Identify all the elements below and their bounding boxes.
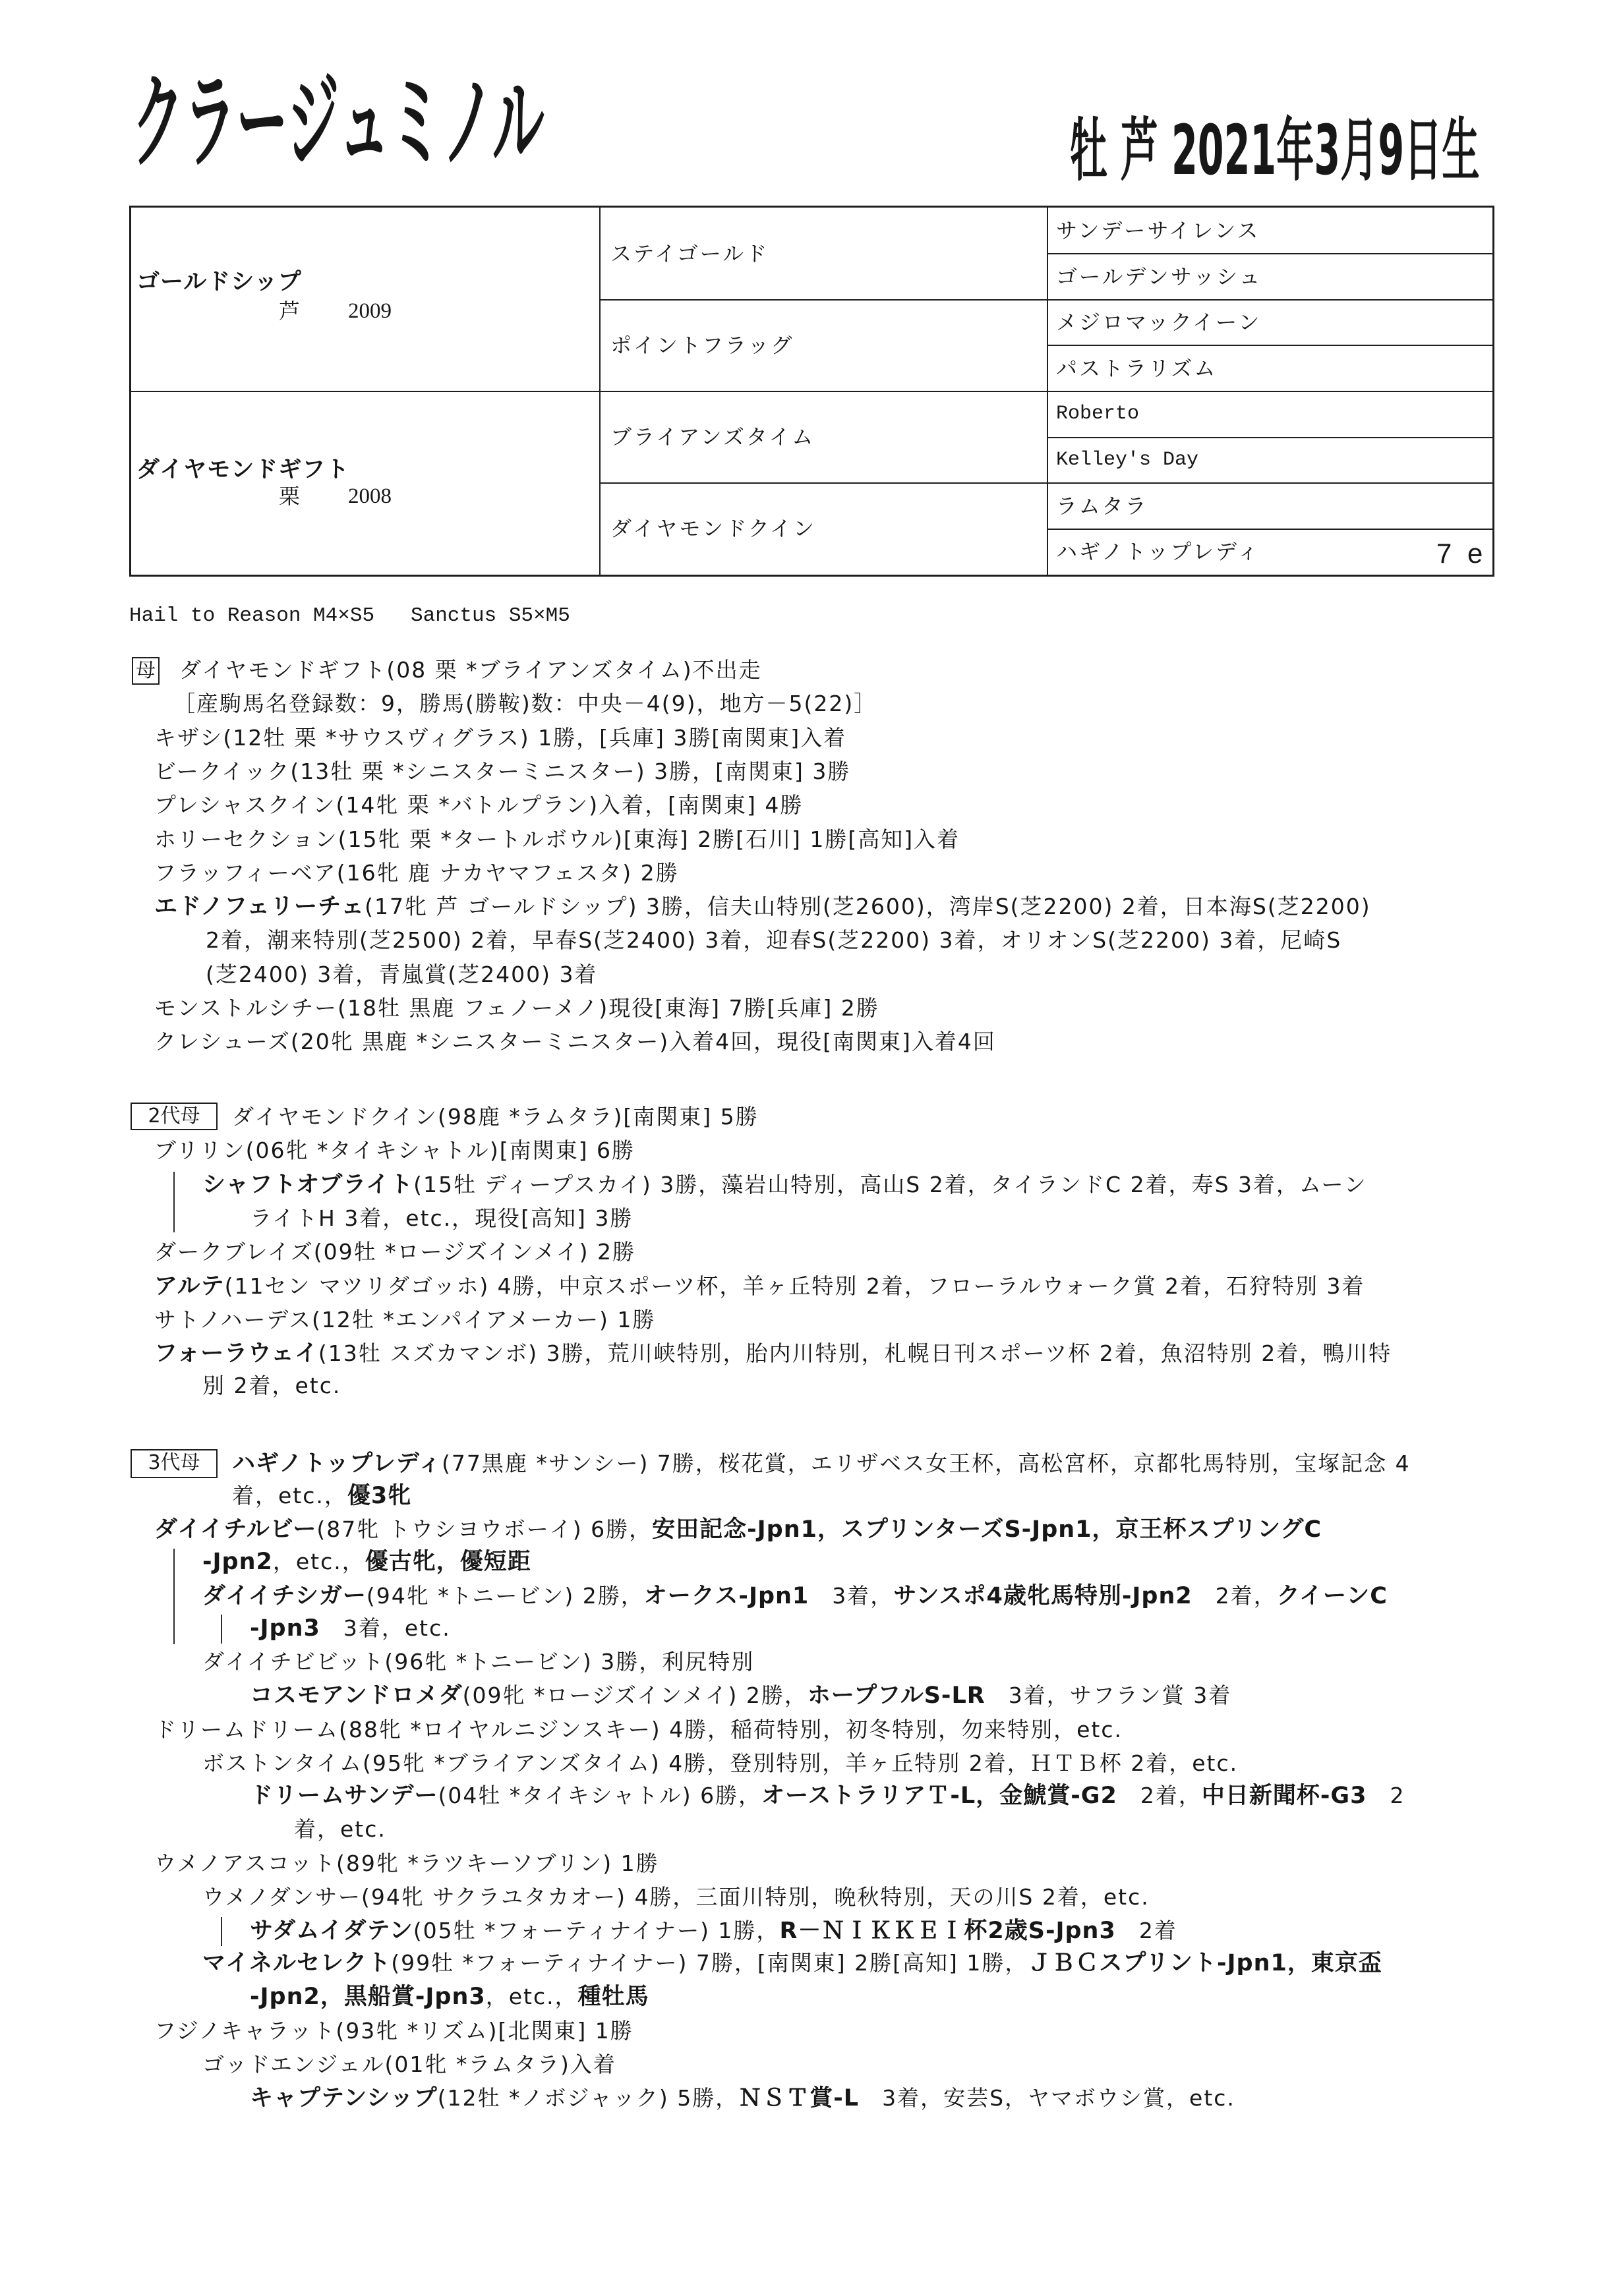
entry-name: ダイイチルビー [154,1516,317,1543]
entry-details: (09牝 *ロージズインメイ) 2勝， [462,1682,808,1708]
second-dam-summary-line [232,1101,1421,1134]
entry-details: 2着， [1117,1783,1202,1808]
gen3-ancestor: Roberto [1056,403,1140,425]
race-highlight: ＮＳＴ賞-L [738,2085,860,2111]
offspring-entry [202,1881,1421,1914]
offspring-entry [154,722,1421,755]
race-highlight: ＪＢＣスプリント-Jpn1，東京盃 [1028,1950,1382,1976]
race-highlight: ホープフルS-LR [807,1682,986,1709]
race-highlight: -Jpn2，黒船賞-Jpn3 [250,1984,486,2010]
horse-name-title: クラージュミノル [132,62,545,183]
entry-name: アルテ [154,1273,225,1300]
offspring-entry [154,1847,1421,1880]
offspring-entry [154,1134,1421,1167]
entry-details: ブリリン(06牝 *タイキシャトル)[南関東] 6勝 [154,1137,635,1163]
section-label-third-dam: 3代母 [131,1449,218,1478]
entry-details: (芝2400) 3着，青嵐賞(芝2400) 3着 [206,961,598,987]
entry-details: (77黒鹿 *サンシー) 7勝，桜花賞，エリザベス女王杯，高松宮杯，京都牝馬特別，宝塚記念 4 [442,1450,1411,1476]
sire-color: 芦 [279,299,303,324]
entry-details: ホリーセクション(15牝 栗 *タートルボウル)[東海] 2勝[石川] 1勝[高知]入着 [154,826,960,852]
offspring-entry-continued [250,1202,1421,1235]
offspring-entry-continued [250,1980,1421,2013]
entry-name: シャフトオブライト [202,1172,414,1198]
race-highlight: 種牡馬 [577,1984,649,2010]
offspring-entry [154,857,1421,890]
dam-sire: ブライアンズタイム [610,424,815,449]
race-highlight: 中日新聞杯-G3 [1201,1783,1367,1809]
entry-details: ライトH 3着，etc.，現役[高知] 3勝 [250,1205,633,1231]
entry-details: フジノキャラット(93牝 *リズム)[北関東] 1勝 [154,2018,633,2044]
entry-details: ，etc.， [485,1984,578,2009]
dam-color: 栗 [279,484,303,509]
gen3-ancestor: ハギノトップレディ [1056,539,1260,564]
entry-details: 2着， [1192,1583,1277,1609]
offspring-entry [154,1513,1421,1546]
offspring-entry [154,992,1421,1025]
entry-details: 2着，潮来特別(芝2500) 2着，早春S(芝2400) 3着，迎春S(芝2200) 3着，オリオンS(芝2200) 3着，尼崎S [206,927,1342,953]
entry-details: (87牝 トウシヨウボーイ) 6勝， [316,1516,653,1542]
entry-name: マイネルセレクト [202,1950,392,1976]
entry-details: 3着，安芸S，ヤマボウシ賞，etc. [859,2085,1235,2111]
pedigree-table [129,206,1494,577]
tree-connector [173,1549,175,1644]
offspring-entry [250,1779,1421,1812]
row-divider [131,391,1492,392]
offspring-entry [250,1679,1421,1712]
entry-name: ダイイチシガー [202,1583,367,1609]
entry-details: ダイイチビビット(96牝 *トニービン) 3勝，利尻特別 [202,1649,755,1675]
entry-name: キャプテンシップ [250,2085,438,2111]
entry-details: (99牡 *フォーティナイナー) 7勝，[南関東] 2勝[高知] 1勝， [391,1950,1028,1976]
offspring-entry-continued [294,1813,1421,1846]
race-highlight: オークス-Jpn1 [643,1583,810,1609]
row-divider [1047,253,1492,254]
entry-details: サトノハーデス(12牡 *エンパイアメーカー) 1勝 [154,1307,656,1333]
offspring-entry [154,1304,1421,1336]
dam-produce-record [173,687,1421,720]
entry-details: 着，etc.， [232,1483,347,1508]
entry-details: ビークイック(13牡 栗 *シニスターミニスター) 3勝，[南関東] 3勝 [154,759,851,784]
offspring-entry [154,789,1421,822]
race-highlight: R－ＮＩＫＫＥＩ杯2歳S-Jpn3 [779,1918,1116,1944]
entry-details: ボストンタイム(95牝 *ブライアンズタイム) 4勝，登別特別，羊ヶ丘特別 2着，ＨＴＢ杯 2着，etc. [202,1750,1239,1776]
sire-name: ゴールドシップ [136,269,302,295]
row-divider [1047,437,1492,438]
entry-details: 2着 [1115,1918,1177,1943]
inbreeding-2: Sanctus S5×M5 [411,604,570,627]
sire-dam: ポイントフラッグ [610,333,794,358]
dam-name: ダイヤモンドギフト [136,457,350,483]
offspring-entry [154,755,1421,788]
sire-year: 2009 [348,299,392,323]
offspring-entry [154,1025,1421,1058]
entry-details: ，etc.， [272,1549,365,1574]
entry-details: ダークブレイズ(09牡 *ロージズインメイ) 2勝 [154,1239,635,1265]
entry-details: (15牡 ディープスカイ) 3勝，藻岩山特別，高山S 2着，タイランドC 2着，寿S 3着，ムーン [413,1172,1367,1197]
row-divider [1047,345,1492,346]
entry-details: (13牡 スズカマンボ) 3勝，荒川峡特別，胎内川特別，札幌日刊スポーツ杯 2着，魚沼特別 2着，鴨川特 [318,1340,1392,1366]
race-highlight: -Jpn2 [202,1549,273,1575]
gen3-ancestor: パストラリズム [1056,356,1218,381]
entry-details: 3着，サフラン賞 3着 [985,1682,1232,1708]
offspring-entry [154,890,1421,923]
race-highlight: -Jpn3 [250,1615,320,1642]
entry-details: 2 [1367,1783,1405,1808]
offspring-entry [202,1168,1421,1201]
family-number: 7 e [1436,538,1487,569]
dam-dam: ダイヤモンドクイン [610,516,817,541]
entry-name: フォーラウェイ [154,1340,318,1367]
offspring-entry-continued [202,1545,1421,1578]
offspring-entry-continued [206,924,1421,957]
offspring-entry [154,1337,1421,1370]
row-divider [599,482,1492,484]
gen3-ancestor: ゴールデンサッシュ [1056,264,1262,289]
offspring-entry-continued [206,958,1421,991]
race-highlight: クイーンC [1276,1583,1388,1609]
tree-connector [221,1917,222,1946]
entry-details: (17牝 芦 ゴールドシップ) 3勝，信夫山特別(芝2600)，湾岸S(芝2200) 2着，日本海S(芝2200) [365,894,1371,919]
entry-details: (05牡 *フォーティナイナー) 1勝， [413,1918,780,1943]
tree-connector [221,1615,222,1644]
entry-details: クレシューズ(20牝 黒鹿 *シニスターミニスター)入着4回，現役[南関東]入着4回 [154,1029,996,1054]
entry-details: (11セン マツリダゴッホ) 4勝，中京スポーツ杯，羊ヶ丘特別 2着，フローラルウォーク賞 2着，石狩特別 3着 [224,1273,1365,1299]
gen3-ancestor: サンデーサイレンス [1056,218,1260,243]
entry-details: ダイヤモンドギフト(08 栗 *ブライアンズタイム)不出走 [179,657,762,683]
offspring-entry [202,1580,1421,1613]
dam-summary-line [179,654,1421,687]
offspring-entry [202,1646,1421,1679]
entry-details: (12牡 *ノボジャック) 5勝， [437,2085,739,2111]
entry-name: コスモアンドロメダ [250,1682,463,1709]
race-highlight: 優古牝，優短距 [365,1549,531,1575]
gen3-ancestor: Kelley's Day [1056,449,1199,471]
tree-connector [173,1172,175,1232]
row-divider [1047,529,1492,530]
offspring-entry [154,1713,1421,1746]
entry-name: サダムイダテン [250,1918,413,1944]
entry-name: ドリームサンデー [250,1783,438,1809]
offspring-entry [250,1914,1421,1947]
offspring-entry [202,1747,1421,1780]
race-highlight: 優3牝 [347,1483,412,1509]
section-label-dam: 母 [132,657,160,685]
offspring-entry-continued [202,1369,1421,1402]
entry-details: ドリームドリーム(88牝 *ロイヤルニジンスキー) 4勝，稲荷特別，初冬特別，勿来特別，etc. [154,1717,1123,1742]
third-dam-summary-continued [232,1479,1421,1512]
entry-details: (94牝 *トニービン) 2勝， [366,1583,644,1609]
sire-sire: ステイゴールド [610,241,769,266]
entry-details: モンストルシチー(18牡 黒鹿 フェノーメノ)現役[東海] 7勝[兵庫] 2勝 [154,995,879,1021]
entry-details: ゴッドエンジェル(01牝 *ラムタラ)入着 [202,2052,616,2077]
gen3-ancestor: ラムタラ [1056,494,1148,519]
offspring-entry-continued [250,1612,1421,1645]
race-highlight: 安田記念-Jpn1，スプリンターズS-Jpn1，京王杯スプリングC [652,1516,1322,1543]
entry-details: キザシ(12牡 栗 *サウスヴィグラス) 1勝，[兵庫] 3勝[南関東]入着 [154,725,847,751]
offspring-entry [250,2082,1421,2115]
offspring-entry [154,1236,1421,1269]
entry-details: 別 2着，etc. [202,1373,341,1398]
entry-details: フラッフィーベア(16牝 鹿 ナカヤマフェスタ) 2勝 [154,860,679,886]
entry-details: (04牡 *タイキシャトル) 6勝， [438,1783,762,1808]
row-divider [599,299,1492,301]
section-label-second-dam: 2代母 [131,1103,218,1130]
gen3-ancestor: メジロマックイーン [1056,310,1262,335]
entry-details: 3着， [809,1583,894,1609]
entry-name: ハギノトップレディ [232,1450,442,1477]
horse-profile: 牡 芦 2021年3月9日生 [1070,110,1480,190]
entry-details: ダイヤモンドクイン(98鹿 *ラムタラ)[南関東] 5勝 [232,1104,759,1130]
entry-name: エドノフェリーチェ [154,894,365,920]
entry-details: 着，etc. [294,1816,386,1842]
entry-details: ウメノダンサー(94牝 サクラユタカオー) 4勝，三面川特別，晩秋特別，天の川S 2着，etc. [202,1884,1150,1910]
offspring-entry [154,823,1421,856]
entry-details: ［産駒馬名登録数：9，勝馬(勝鞍)数：中央－4(9)，地方－5(22)］ [173,691,877,716]
offspring-entry [154,1270,1421,1303]
offspring-entry [202,2048,1421,2081]
offspring-entry [154,2015,1421,2048]
entry-details: ウメノアスコット(89牝 *ラツキーソブリン) 1勝 [154,1851,659,1876]
offspring-entry [202,1947,1421,1980]
dam-year: 2008 [348,484,392,508]
entry-details: 3着，etc. [320,1615,451,1641]
race-highlight: オーストラリアＴ-L，金鯱賞-G2 [761,1783,1117,1809]
third-dam-summary-line [232,1447,1421,1480]
race-highlight: サンスポ4歳牝馬特別-Jpn2 [893,1583,1192,1609]
inbreeding-1: Hail to Reason M4×S5 [129,604,375,627]
entry-details: プレシャスクイン(14牝 栗 *バトルプラン)入着，[南関東] 4勝 [154,792,804,818]
